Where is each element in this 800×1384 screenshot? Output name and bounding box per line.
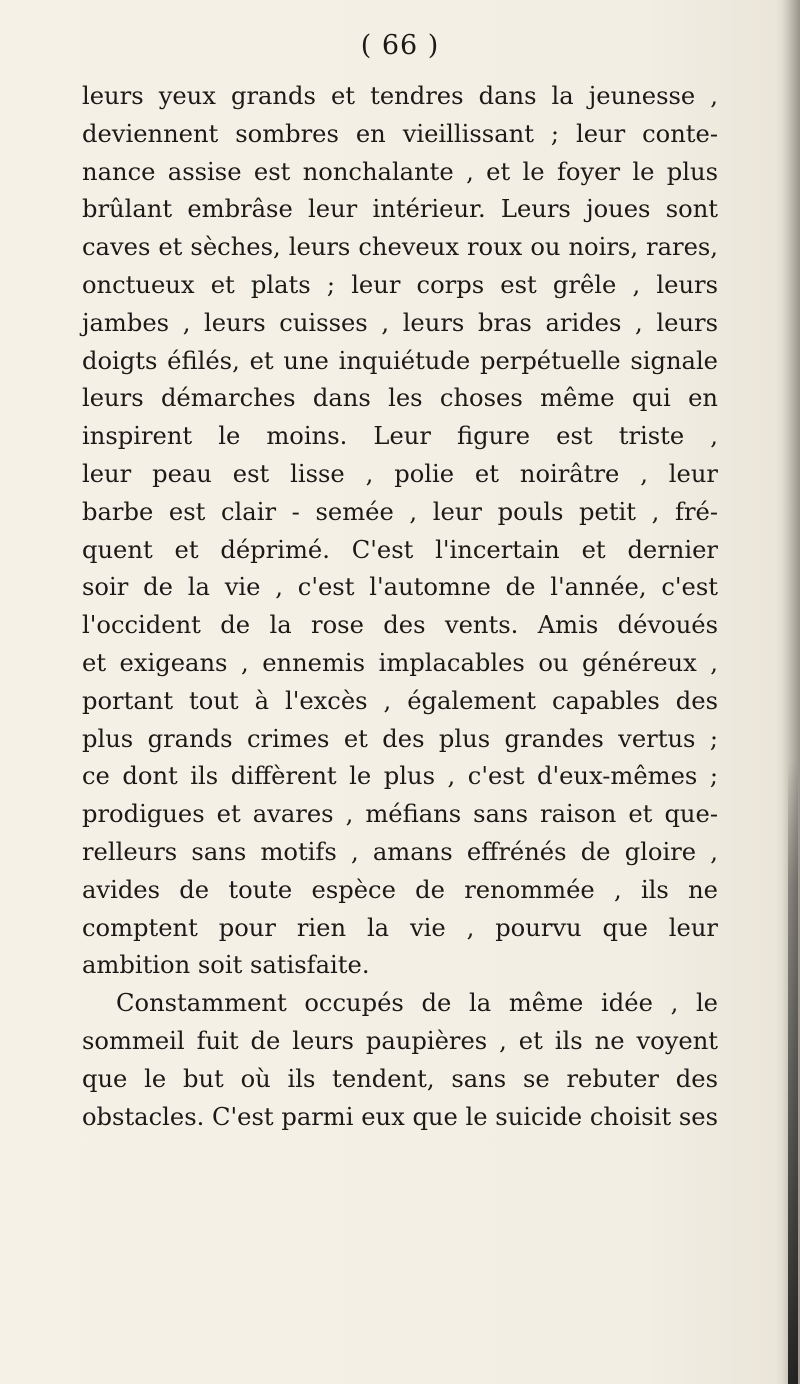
text-line: ambition soit satisfaite. xyxy=(82,951,370,980)
text-line: avides de toute espèce de renommée , ils ne xyxy=(82,875,718,904)
page-number: ( 66 ) xyxy=(360,30,440,61)
text-line: sommeil fuit de leurs paupières , et ils ne voyent xyxy=(82,1026,718,1055)
text-line: barbe est clair - semée , leur pouls petit , fré- xyxy=(82,497,718,526)
text-line: portant tout à l'excès , également capables des xyxy=(82,686,718,715)
text-line: leurs yeux grands et tendres dans la jeunesse , xyxy=(82,82,718,110)
text-line: soir de la vie , c'est l'automne de l'année, c'est xyxy=(82,573,718,602)
text-line: onctueux et plats ; leur corps est grêle , leurs xyxy=(82,270,718,299)
text-line: obstacles. C'est parmi eux que le suicide choisit ses xyxy=(82,1102,718,1131)
text-line: relleurs sans motifs , amans effrénés de gloire , xyxy=(82,837,718,866)
text-line: l'occident de la rose des vents. Amis dévoués xyxy=(82,611,718,640)
text-line: leurs démarches dans les choses même qui en xyxy=(82,384,718,413)
text-line: nance assise est nonchalante , et le foyer le plus xyxy=(82,157,718,186)
text-line: brûlant embrâse leur intérieur. Leurs joues sont xyxy=(82,195,718,224)
text-line: plus grands crimes et des plus grandes vertus ; xyxy=(82,724,718,753)
text-line: jambes , leurs cuisses , leurs bras arides , leurs xyxy=(82,308,718,337)
text-line: caves et sèches, leurs cheveux roux ou noirs, rares, xyxy=(82,233,718,262)
text-line: Constamment occupés de la même idée , le xyxy=(116,989,718,1018)
text-line: que le but où ils tendent, sans se rebuter des xyxy=(82,1064,718,1093)
text-line: doigts éfilés, et une inquiétude perpétuelle signale xyxy=(82,346,718,375)
text-line: et exigeans , ennemis implacables ou généreux , xyxy=(82,648,718,677)
text-line: ce dont ils diffèrent le plus , c'est d'eux-mêmes ; xyxy=(82,762,718,791)
text-line: deviennent sombres en vieillissant ; leur conte- xyxy=(82,119,718,148)
text-line: inspirent le moins. Leur figure est triste , xyxy=(82,422,718,451)
text-line: comptent pour rien la vie , pourvu que leur xyxy=(82,913,718,942)
binding-shadow xyxy=(788,760,798,1384)
text-line: quent et déprimé. C'est l'incertain et dernier xyxy=(82,535,718,564)
text-line: leur peau est lisse , polie et noirâtre , leur xyxy=(82,459,718,488)
text-line: prodigues et avares , méfians sans raison et que- xyxy=(82,800,718,829)
body-text xyxy=(82,78,718,1136)
